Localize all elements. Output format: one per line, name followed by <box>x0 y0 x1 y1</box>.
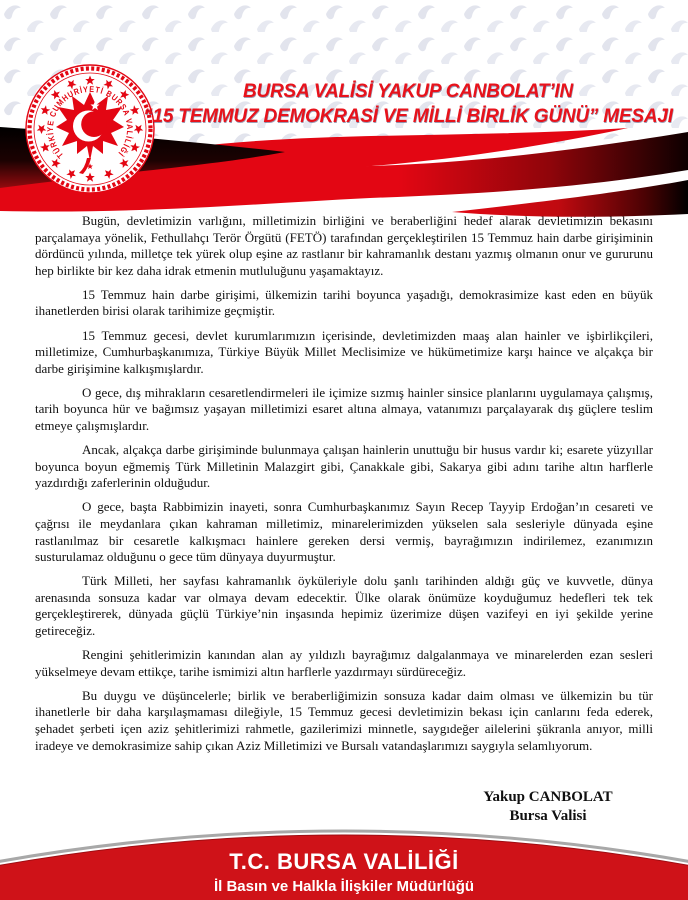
body-paragraph: Rengini şehitlerimizin kanından alan ay yıldızlı bayrağımız dalgalanmaya ve minarelerden ezan sesleri yükselmeye devam ettikçe, tarihe ismimizi altın harflerle yazdırmayı sürdüreceğiz. <box>35 647 653 679</box>
body-paragraph: Türk Milleti, her sayfası kahramanlık öyküleriyle dolu şanlı tarihinden aldığı güç ve kuvvetle, dünya arenasında sonsuza kadar var olmaya devam edecektir. Ülke olarak önümüze koyduğumuz hedefleri tek tek gerçekleştirerek, dünyada güçlü Türkiye’nin inşasında hepimiz üzerimize düşen vazifeyi en iyi şekilde yerine getireceğiz. <box>35 573 653 639</box>
body-paragraph: O gece, başta Rabbimizin inayeti, sonra Cumhurbaşkanımız Sayın Recep Tayyip Erdoğan’ın cesareti ve çağrısı ile meydanlara çıkan kahraman milletimiz, minarelerimizden yükselen sala sesleriyle dünyada eşine rastlanılmaz bir cesaretle kalkışmacı hainlere gereken dersi vermiş, bayrağımızın indirilemez, ezanımızın susturulamaz olduğunu o gece tüm dünyaya duyurmuştur. <box>35 499 653 565</box>
message-body <box>0 213 688 762</box>
body-paragraph: 15 Temmuz hain darbe girişimi, ülkemizin tarihi boyunca yaşadığı, demokrasimize kast eden en büyük ihanetlerden birisi olarak tarihimize geçmiştir. <box>35 286 653 319</box>
body-paragraph: O gece, dış mihrakların cesaretlendirmeleri ile içimize sızmış hainler sinsice planlarını uygulamaya çalışmış, tarih boyunca hür ve bağımsız yaşayan milletimizi esaret altına almaya, vatanımızı parçalayarak dış güçlere teslim etmeye çalışmışlardır. <box>35 384 653 434</box>
title-line-2: “15 TEMMUZ DEMOKRASİ VE MİLLİ BİRLİK GÜNÜ” MESAJI <box>143 106 673 127</box>
footer-band <box>0 828 688 900</box>
message-title <box>132 79 684 129</box>
body-paragraph: Ancak, alçakça darbe girişiminde bulunmaya çalışan hainlerin unuttuğu bir husus vardır ki; esarete yüzyıllar boyunca boyun eğmemiş Türk Milletinin Malazgirt gibi, Çanakkale gibi, Sakarya gibi adını tarihe altın harflerle yazdırdığı zaferlerinin olduğudur. <box>35 442 653 491</box>
body-paragraph: Bu duygu ve düşüncelerle; birlik ve beraberliğimizin sonsuza kadar daim olması ve ülkemizin bu tür ihanetlerle bir daha karşılaşmaması dileğiyle, 15 Temmuz gecesi devletimizin bekası için canlarını feda ederek, şehadet şerbeti içen aziz şehitlerimizi rahmetle, gazilerimizi minnetle, saygıdeğer ailelerini şükranla anıyor, milli iradeye ve demokrasimize sahip çıkan Aziz Milletimizi ve Bursalı vatandaşlarımızı saygıyla selamlıyorum. <box>35 687 653 753</box>
body-paragraph: Bugün, devletimizin varlığını, milletimizin birliğini ve beraberliğini hedef alarak devletimizin bekasını parçalamaya yönelik, Fethullahçı Terör Örgütü (FETÖ) tarafından gerçekleştirilen 15 Temmuz hain darbe girişiminin dördüncü yılında, milletçe tek yürek olup eşine az rastlanır bir kahramanlık destanı yazmış olmanın onur ve gururunu hep birlikte bir kez daha idrak etmenin mutluluğunu yaşamaktayız. <box>35 213 653 278</box>
title-line-1: BURSA VALİSİ YAKUP CANBOLAT’IN <box>242 81 574 102</box>
emblem-ring-text: TÜRKİYE CUMHURİYETİ BURSA VALİLİĞİ <box>44 83 136 161</box>
signature-title: Bursa Valisi <box>509 808 587 824</box>
signature-name: Yakup CANBOLAT <box>483 789 613 805</box>
footer-org-title: T.C. BURSA VALİLİĞİ <box>229 849 459 874</box>
signature-block <box>438 788 658 826</box>
body-paragraph: 15 Temmuz gecesi, devlet kurumlarımızın içerisinde, devletimizden maaş alan hainler ve işbirlikçileri, milletimize, Cumhurbaşkanımıza, Türkiye Büyük Millet Meclisimize ve hükümetimize karşı haince ve alçakça bir darbe girişimine kalkışmışlardır. <box>35 327 653 376</box>
footer-org-subtitle: İl Basın ve Halkla İlişkiler Müdürlüğü <box>213 878 475 895</box>
